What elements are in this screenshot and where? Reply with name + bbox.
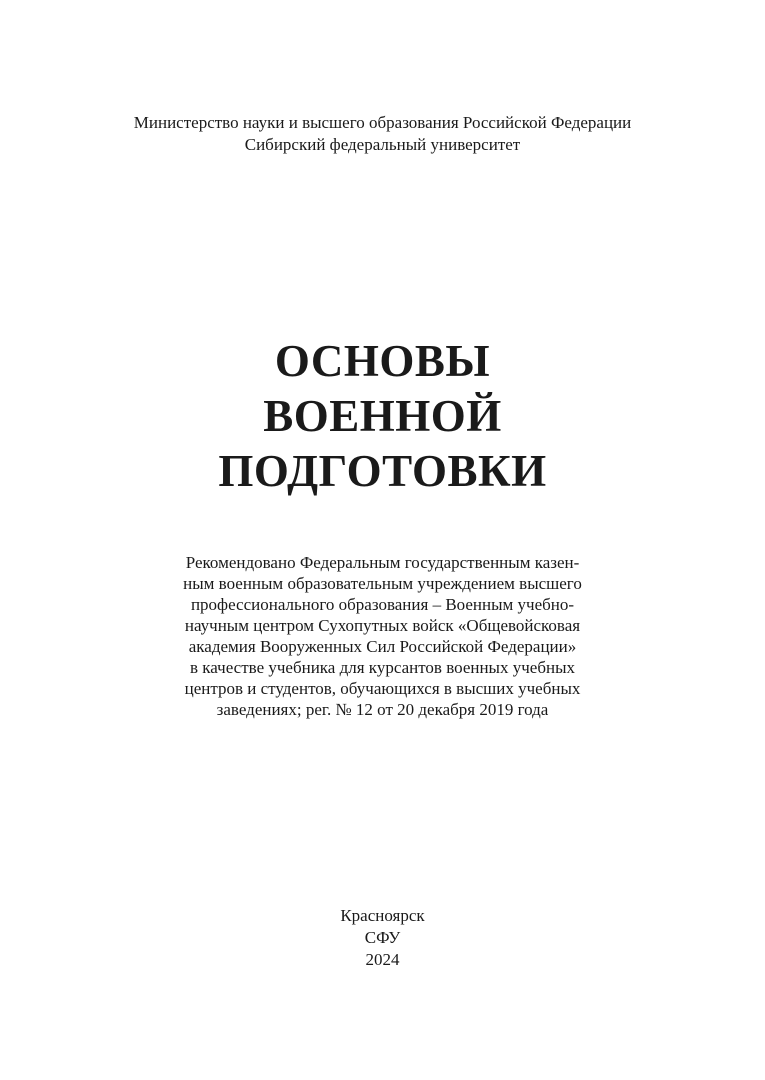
- book-title: [0, 334, 765, 499]
- university-name: Сибирский федеральный университет: [244, 135, 521, 154]
- publication-imprint: [0, 905, 765, 971]
- approval-line: академия Вооруженных Сил Российской Федерации»: [188, 637, 577, 656]
- approval-line: ным военным образовательным учреждением высшего: [183, 574, 582, 593]
- approval-statement: [0, 552, 765, 720]
- ministry-name: Министерство науки и высшего образования Российской Федерации: [133, 113, 632, 132]
- publisher-name: СФУ: [364, 928, 401, 947]
- title-line-2: ВОЕННОЙ: [263, 391, 502, 441]
- approval-line: научным центром Сухопутных войск «Общевойсковая: [184, 616, 581, 635]
- institution-header: [0, 112, 765, 156]
- title-line-1: ОСНОВЫ: [274, 336, 491, 386]
- approval-line: заведениях; рег. № 12 от 20 декабря 2019 года: [216, 700, 549, 719]
- approval-line: в качестве учебника для курсантов военных учебных: [190, 658, 575, 677]
- publication-city: Красноярск: [340, 906, 425, 925]
- approval-line: центров и студентов, обучающихся в высших учебных: [184, 679, 581, 698]
- publication-year: 2024: [365, 950, 400, 969]
- title-line-3: ПОДГОТОВКИ: [218, 446, 547, 496]
- approval-line: профессионального образования – Военным учебно-: [190, 595, 575, 614]
- approval-line: Рекомендовано Федеральным государственным казен-: [185, 553, 580, 572]
